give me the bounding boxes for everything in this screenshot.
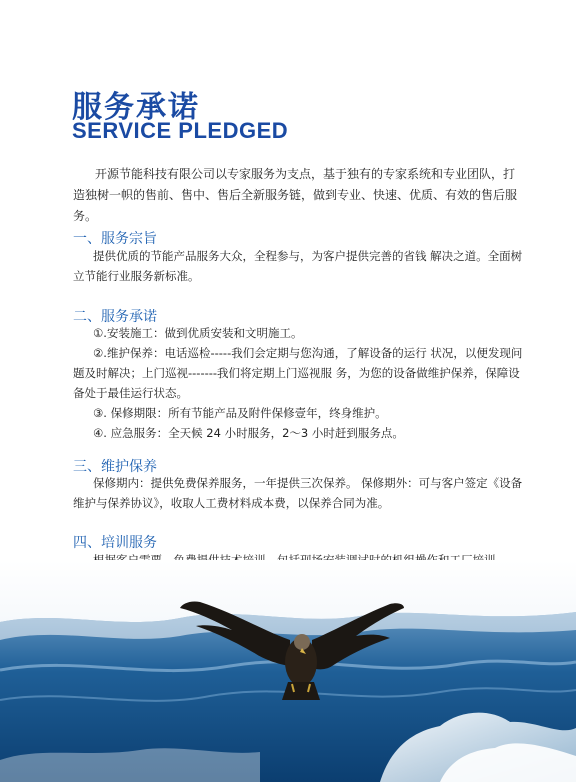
section-body-maintenance [73,473,525,513]
section-heading-training: 四、培训服务 [73,535,157,551]
intro-paragraph: 开源节能科技有限公司以专家服务为支点，基于独有的专家系统和专业团队，打造独树一帜的售前、售中、售后全新服务链，做到专业、快速、优质、有效的售后服务。 [73,167,518,223]
section-paragraph: 提供优质的节能产品服务大众，全程参与，为客户提供完善的省钱 解决之道。全面树立节能行业服务新标准。 [73,249,523,283]
section-heading-maintenance: 三、维护保养 [73,459,157,475]
pledge-item: ②.维护保养：电话巡检-----我们会定期与您沟通，了解设备的运行 状况，以便发现问题及时解决；上门巡视-------我们将定期上门巡视服 务，为您的设备做维护保养，保障设备处于最佳运行状态。 [73,346,523,400]
pledge-item: ③. 保修期限：所有节能产品及附件保修壹年，终身维护。 [93,406,387,420]
ocean-eagle-scene [0,560,576,782]
pledge-item: ④. 应急服务：全天候 24 小时服务，2～3 小时赶到服务点。 [93,426,404,440]
section-heading-purpose: 一、服务宗旨 [73,231,157,247]
page-title-english: SERVICE PLEDGED [72,118,289,143]
pledge-item: ①.安装施工：做到优质安装和文明施工。 [93,326,303,340]
page-title-chinese: 服务承诺 [72,90,200,125]
section-body-purpose [73,246,525,286]
section-body-pledge [73,323,525,443]
section-paragraph: 保修期内：提供免费保养服务，一年提供三次保养。 保修期外：可与客户签定《设备维护与保养协议》，收取人工费材料成本费，以保养合同为准。 [73,476,523,510]
section-heading-pledge: 二、服务承诺 [73,309,157,325]
